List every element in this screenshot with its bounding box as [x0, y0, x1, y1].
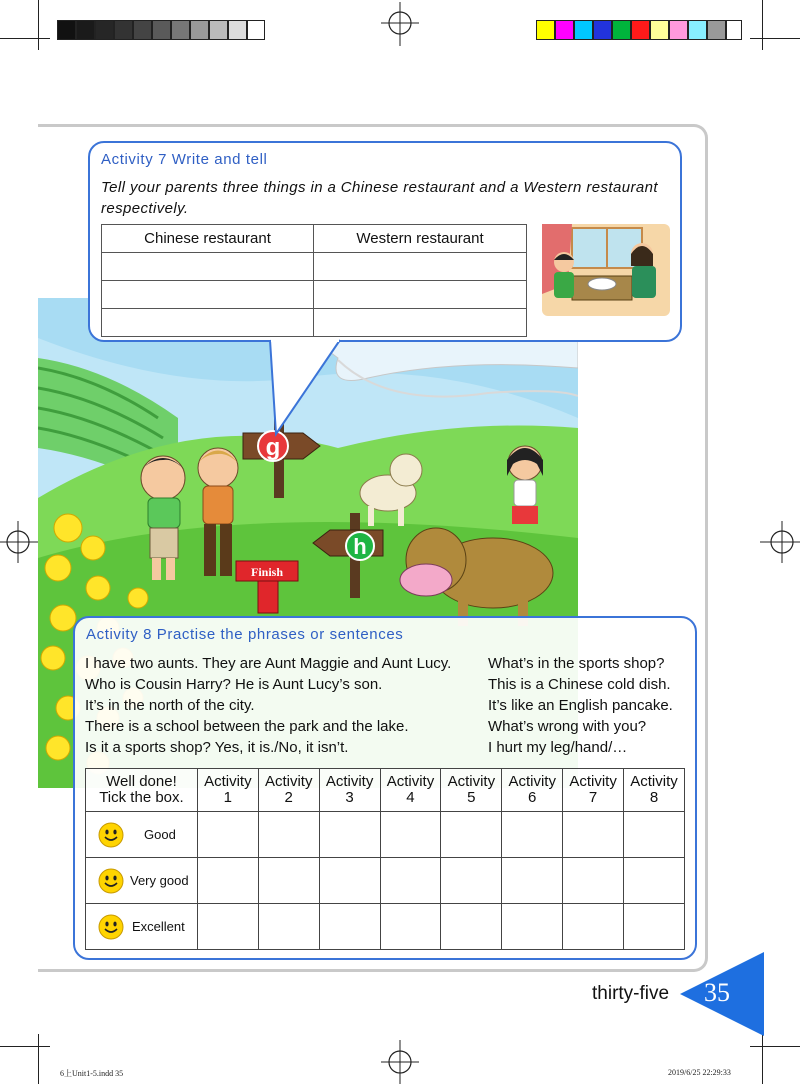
- tick-box-cell[interactable]: [258, 812, 319, 858]
- activity-number: 5: [467, 789, 476, 806]
- phrase-right: It’s like an English pancake.: [488, 697, 673, 714]
- self-evaluation-table: [85, 768, 685, 950]
- well-done-header: [86, 769, 198, 812]
- activity-header-6: [502, 769, 563, 812]
- writing-cell[interactable]: [314, 309, 527, 337]
- activity-7-instruction: Tell your parents three things in a Chinese restaurant and a Western restaurant respectively.: [101, 179, 658, 217]
- activity-number: 7: [588, 789, 598, 806]
- phrase-right: I hurt my leg/hand/…: [488, 739, 628, 756]
- tick-box-cell[interactable]: [258, 904, 319, 950]
- finish-label: Finish: [250, 565, 284, 579]
- tick-box-label: Tick the box.: [99, 789, 184, 806]
- activity-number: 8: [649, 789, 659, 806]
- tick-box-cell[interactable]: [197, 904, 258, 950]
- registration-mark-icon: [756, 519, 800, 565]
- activity-number: 4: [406, 789, 415, 806]
- activity-header-7: [563, 769, 624, 812]
- rating-row-good: [86, 812, 685, 858]
- rating-row-very-good: [86, 858, 685, 904]
- activity-word: Activity: [264, 773, 313, 790]
- table-row: [102, 281, 527, 309]
- page-number: 35: [704, 978, 730, 1007]
- tick-box-cell[interactable]: [502, 812, 563, 858]
- registration-mark-icon: [377, 1040, 423, 1084]
- print-slug-file: 6上Unit1-5.indd 35: [60, 1069, 124, 1078]
- western-restaurant-header: Western restaurant: [314, 225, 527, 253]
- tick-box-cell[interactable]: [502, 858, 563, 904]
- rating-label-cell: [86, 812, 198, 858]
- tick-box-cell[interactable]: [380, 904, 441, 950]
- restaurant-family-illustration: [542, 224, 670, 316]
- phrase-right: What’s in the sports shop?: [488, 655, 665, 672]
- tick-box-cell[interactable]: [563, 812, 624, 858]
- activity-number: 2: [284, 789, 293, 806]
- rating-excellent-label: Excellent: [132, 918, 185, 934]
- writing-cell[interactable]: [314, 281, 527, 309]
- phrase-left: Is it a sports shop? Yes, it is./No, it isn’t.: [85, 739, 349, 756]
- activity-8-title: Activity 8 Practise the phrases or sentences: [86, 626, 404, 643]
- writing-cell[interactable]: [314, 253, 527, 281]
- sign-h-letter: h: [353, 534, 367, 559]
- activity-header-4: [380, 769, 441, 812]
- phrase-left: Who is Cousin Harry? He is Aunt Lucy’s son.: [85, 676, 383, 693]
- rating-row-excellent: [86, 904, 685, 950]
- phrase-right: This is a Chinese cold dish.: [488, 676, 671, 693]
- tick-box-cell[interactable]: [502, 904, 563, 950]
- restaurant-writing-table: [101, 224, 527, 337]
- registration-mark-icon: [377, 2, 423, 48]
- tick-box-cell[interactable]: [441, 858, 502, 904]
- rating-very-good-label: Very good: [130, 872, 189, 888]
- tick-box-cell[interactable]: [441, 904, 502, 950]
- tick-box-cell[interactable]: [197, 858, 258, 904]
- well-done-label: Well done!: [106, 773, 177, 790]
- tick-box-cell[interactable]: [319, 812, 380, 858]
- phrase-left: It’s in the north of the city.: [85, 697, 255, 714]
- color-swatch-strip: [536, 10, 742, 30]
- rating-label-cell: [86, 904, 198, 950]
- page-number-word: thirty-five: [592, 983, 670, 1004]
- activity-header-2: [258, 769, 319, 812]
- smiley-face-icon: [98, 914, 124, 940]
- activity-header-1: [197, 769, 258, 812]
- activity-word: Activity: [204, 773, 252, 790]
- speech-bubble-tail: [268, 338, 358, 438]
- activity-number: 3: [345, 789, 354, 806]
- tick-box-cell[interactable]: [563, 858, 624, 904]
- table-row: [102, 253, 527, 281]
- activity-number: 6: [528, 789, 537, 806]
- smiley-face-icon: [98, 822, 124, 848]
- activity-header-3: [319, 769, 380, 812]
- tick-box-cell[interactable]: [258, 858, 319, 904]
- tick-box-cell[interactable]: [319, 858, 380, 904]
- tick-box-cell[interactable]: [319, 904, 380, 950]
- activity-number: 1: [223, 789, 232, 806]
- tick-box-cell[interactable]: [441, 812, 502, 858]
- activity-word: Activity: [447, 773, 496, 790]
- print-slug-date: 2019/6/25 22:29:33: [668, 1068, 731, 1077]
- activity-word: Activity: [386, 773, 435, 790]
- writing-cell[interactable]: [102, 309, 314, 337]
- phrase-right: What’s wrong with you?: [488, 718, 647, 735]
- activity-header-5: [441, 769, 502, 812]
- activity-word: Activity: [325, 773, 374, 790]
- activity-header-8: [624, 769, 685, 812]
- tick-box-cell[interactable]: [624, 812, 685, 858]
- chinese-restaurant-header: Chinese restaurant: [102, 225, 314, 253]
- tick-box-cell[interactable]: [624, 904, 685, 950]
- phrase-left: I have two aunts. They are Aunt Maggie and Aunt Lucy.: [85, 655, 452, 672]
- tick-box-cell[interactable]: [624, 858, 685, 904]
- table-header-row: [86, 769, 685, 812]
- tick-box-cell[interactable]: [197, 812, 258, 858]
- tick-box-cell[interactable]: [563, 904, 624, 950]
- activity-word: Activity: [508, 773, 556, 790]
- rating-good-label: Good: [144, 826, 176, 842]
- activity-word: Activity: [630, 773, 678, 790]
- writing-cell[interactable]: [102, 281, 314, 309]
- writing-cell[interactable]: [102, 253, 314, 281]
- phrase-left: There is a school between the park and the lake.: [85, 718, 409, 735]
- grayscale-swatch-strip: [57, 10, 265, 30]
- rating-label-cell: [86, 858, 198, 904]
- sign-g-letter: g: [265, 434, 281, 461]
- activity-word: Activity: [569, 773, 617, 790]
- smiley-face-icon: [98, 868, 124, 894]
- tick-box-cell[interactable]: [380, 858, 441, 904]
- activity-7-title: Activity 7 Write and tell: [101, 151, 268, 168]
- tick-box-cell[interactable]: [380, 812, 441, 858]
- table-row: [102, 309, 527, 337]
